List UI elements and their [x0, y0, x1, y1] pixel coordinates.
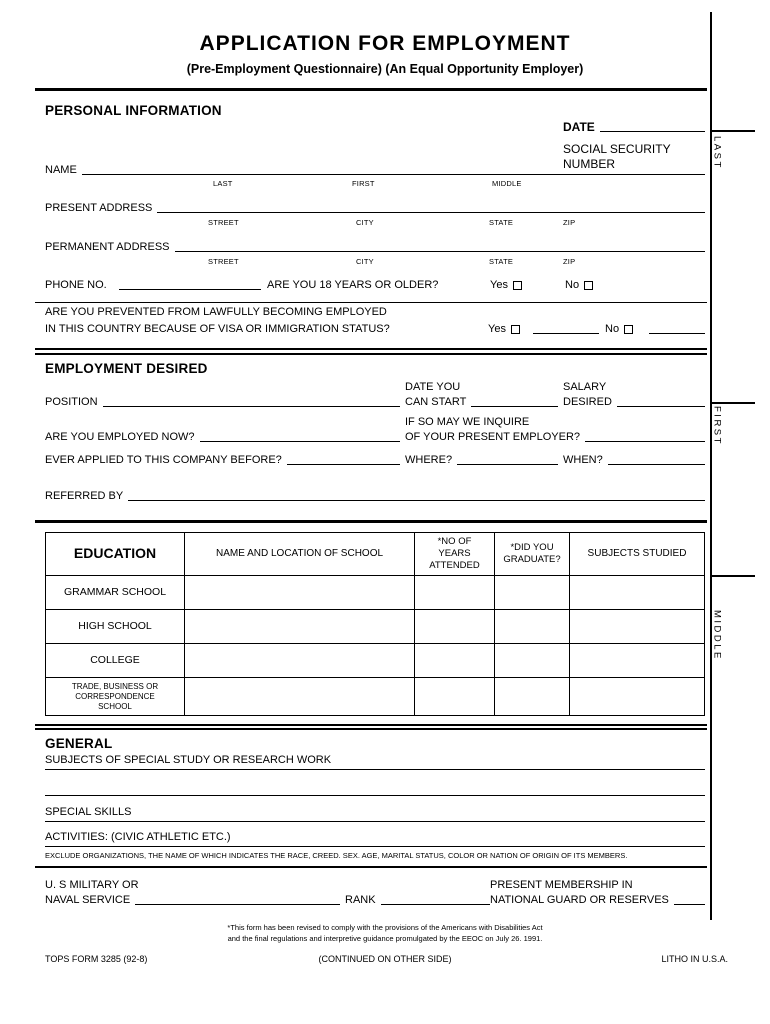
education-row-label-trade: TRADE, BUSINESS OR CORRESPONDENCE SCHOOL [46, 677, 184, 715]
education-cell-graduate[interactable] [494, 643, 569, 677]
section-heading-general: GENERAL [45, 736, 113, 751]
special-skills-label: SPECIAL SKILLS [45, 806, 132, 818]
date-start-field [405, 382, 558, 408]
education-cell-graduate[interactable] [494, 575, 569, 609]
visa-no-checkbox[interactable] [624, 325, 633, 334]
rank-label: RANK [345, 894, 376, 906]
military-row [45, 874, 705, 906]
years-attended-header: *NO OF YEARS ATTENDED [414, 533, 494, 575]
registration-tick [711, 402, 755, 404]
education-cell-graduate[interactable] [494, 677, 569, 715]
age-no-checkbox[interactable] [584, 281, 593, 290]
military-label-line1: U. S MILITARY OR [45, 879, 139, 891]
visa-question-row [45, 320, 705, 336]
date-start-label-line1: DATE YOU [405, 381, 461, 393]
education-cell-subjects[interactable] [569, 609, 704, 643]
phone-label: PHONE NO. [45, 279, 107, 291]
education-cell-years[interactable] [414, 677, 494, 715]
when-label: WHEN? [563, 454, 603, 466]
ssn-label-line2: NUMBER [563, 157, 616, 171]
guard-input-line[interactable] [674, 904, 705, 905]
phone-row [45, 276, 705, 292]
address-sublabel-city: CITY [356, 218, 374, 227]
special-study-extra-line[interactable] [45, 795, 705, 796]
address-sublabel-city: CITY [356, 257, 374, 266]
education-cell-graduate[interactable] [494, 609, 569, 643]
registration-tick [711, 575, 755, 577]
where-input-line[interactable] [457, 464, 558, 465]
education-header: EDUCATION [73, 545, 157, 562]
date-label: DATE [563, 120, 595, 134]
graduate-header: *DID YOU GRADUATE? [494, 533, 569, 575]
subjects-studied-header: SUBJECTS STUDIED [569, 533, 704, 575]
inquire-input-line[interactable] [585, 441, 705, 442]
applied-before-input-line[interactable] [287, 464, 400, 465]
applied-before-row [45, 448, 705, 466]
education-row-label-highschool: HIGH SCHOOL [46, 609, 184, 643]
special-study-field[interactable] [45, 748, 705, 770]
present-address-label: PRESENT ADDRESS [45, 202, 153, 214]
employed-now-label: ARE YOU EMPLOYED NOW? [45, 431, 195, 443]
position-label: POSITION [45, 396, 98, 408]
referred-by-input-line[interactable] [128, 500, 705, 501]
education-cell-school[interactable] [184, 609, 414, 643]
form-number: TOPS FORM 3285 (92-8) [45, 954, 148, 964]
salary-field [563, 382, 705, 408]
exclude-organizations-note: EXCLUDE ORGANIZATIONS, THE NAME OF WHICH INDICATES THE RACE, CREED. SEX. AGE, MARITAL STATUS, COLOR OR NATION OF ORIGIN OF ITS MEMBERS. [45, 851, 628, 860]
education-cell-subjects[interactable] [569, 575, 704, 609]
visa-no-input-line[interactable] [649, 333, 705, 334]
visa-question-line1: ARE YOU PREVENTED FROM LAWFULLY BECOMING EMPLOYED [45, 306, 387, 318]
present-address-field [45, 198, 705, 214]
special-skills-field[interactable] [45, 800, 705, 822]
address-sublabel-zip: ZIP [563, 218, 576, 227]
education-row-label-college: COLLEGE [46, 643, 184, 677]
education-cell-subjects[interactable] [569, 643, 704, 677]
rank-field [345, 895, 490, 906]
education-cell-years[interactable] [414, 609, 494, 643]
education-cell-school[interactable] [184, 677, 414, 715]
phone-input-line[interactable] [119, 289, 261, 290]
guard-label-line1: PRESENT MEMBERSHIP IN [490, 879, 633, 891]
position-field [45, 397, 400, 408]
section-heading-employment: EMPLOYMENT DESIRED [45, 361, 208, 376]
visa-question-line2: IN THIS COUNTRY BECAUSE OF VISA OR IMMIGRATION STATUS? [45, 323, 390, 335]
guard-label-line2: NATIONAL GUARD OR RESERVES [490, 894, 669, 906]
activities-field[interactable] [45, 826, 705, 847]
age-no-option [565, 280, 593, 291]
divider [35, 728, 707, 730]
age-yes-checkbox[interactable] [513, 281, 522, 290]
address-sublabel-zip: ZIP [563, 257, 576, 266]
salary-label-line1: SALARY [563, 381, 607, 393]
divider [35, 88, 707, 91]
military-label-line2: NAVAL SERVICE [45, 894, 131, 906]
name-sublabel-middle: MIDDLE [492, 179, 522, 188]
education-cell-subjects[interactable] [569, 677, 704, 715]
national-guard-field [490, 880, 705, 906]
education-cell-years[interactable] [414, 575, 494, 609]
visa-yes-input-line[interactable] [533, 333, 599, 334]
inquire-label-line1: IF SO MAY WE INQUIRE [405, 416, 530, 428]
date-start-label-line2: CAN START [405, 396, 467, 408]
page-title: APPLICATION FOR EMPLOYMENT [199, 32, 571, 55]
page-subtitle: (Pre-Employment Questionnaire) (An Equal Opportunity Employer) [186, 62, 584, 76]
divider [35, 724, 707, 726]
where-label: WHERE? [405, 454, 453, 466]
continued-note: (CONTINUED ON OTHER SIDE) [318, 954, 452, 964]
ada-note-line2: and the final regulations and interpretive guidance promulgated by the EEOC on July 26. 1991. [227, 934, 543, 944]
visa-yes-checkbox[interactable] [511, 325, 520, 334]
referred-by-field [45, 486, 705, 502]
position-row [45, 378, 705, 408]
registration-tick [711, 130, 755, 132]
address-sublabel-state: STATE [489, 257, 514, 266]
divider [35, 348, 707, 350]
margin-label-middle: MIDDLE [711, 610, 723, 661]
permanent-address-label: PERMANENT ADDRESS [45, 241, 170, 253]
present-address-input-line[interactable] [157, 212, 705, 213]
education-cell-years[interactable] [414, 643, 494, 677]
litho-note: LITHO IN U.S.A. [661, 954, 728, 964]
education-table [45, 532, 705, 716]
date-input-line[interactable] [600, 131, 705, 132]
no-label: No [565, 279, 580, 291]
divider [35, 302, 707, 303]
employed-now-row [45, 413, 705, 443]
name-label: NAME [45, 164, 77, 176]
name-field [45, 160, 705, 176]
date-field [563, 118, 705, 133]
ada-revision-note [0, 922, 770, 945]
activities-label: ACTIVITIES: (CIVIC ATHLETIC ETC.) [45, 831, 231, 843]
school-header: NAME AND LOCATION OF SCHOOL [184, 533, 414, 575]
divider [35, 520, 707, 523]
inquire-label-line2: OF YOUR PRESENT EMPLOYER? [405, 431, 581, 443]
visa-no-option [605, 324, 633, 335]
applied-before-field [45, 455, 400, 466]
divider [35, 353, 707, 355]
yes-label: Yes [488, 323, 506, 335]
inquire-field [405, 417, 705, 443]
name-sublabel-first: FIRST [352, 179, 375, 188]
education-cell-school[interactable] [184, 575, 414, 609]
employed-now-input-line[interactable] [200, 441, 400, 442]
ada-note-line1: *This form has been revised to comply with the provisions of the Americans with Disabilities Act [227, 923, 543, 932]
military-input-line[interactable] [135, 904, 340, 905]
when-field [563, 455, 705, 466]
permanent-address-field [45, 237, 705, 253]
education-row-label-grammar: GRAMMAR SCHOOL [46, 575, 184, 609]
address-sublabel-street: STREET [208, 257, 239, 266]
age-question-label: ARE YOU 18 YEARS OR OLDER? [267, 279, 439, 291]
no-label: No [605, 323, 620, 335]
employed-now-field [45, 432, 400, 443]
divider [35, 866, 707, 868]
age-yes-option [490, 280, 522, 291]
margin-label-last: LAST [711, 136, 723, 170]
rank-input-line[interactable] [381, 904, 490, 905]
name-input-line[interactable] [82, 174, 705, 175]
permanent-address-input-line[interactable] [175, 251, 706, 252]
applied-before-label: EVER APPLIED TO THIS COMPANY BEFORE? [45, 454, 282, 466]
when-input-line[interactable] [608, 464, 705, 465]
ssn-label-line1: SOCIAL SECURITY [563, 142, 671, 156]
referred-by-label: REFERRED BY [45, 490, 124, 502]
margin-label-first: FIRST [711, 406, 723, 446]
military-service-field [45, 880, 340, 906]
visa-yes-option [488, 324, 520, 335]
yes-label: Yes [490, 279, 508, 291]
special-study-label: SUBJECTS OF SPECIAL STUDY OR RESEARCH WORK [45, 754, 332, 766]
address-sublabel-state: STATE [489, 218, 514, 227]
salary-input-line[interactable] [617, 406, 705, 407]
education-cell-school[interactable] [184, 643, 414, 677]
date-start-input-line[interactable] [471, 406, 558, 407]
salary-label-line2: DESIRED [563, 396, 612, 408]
section-heading-personal: PERSONAL INFORMATION [45, 103, 222, 118]
address-sublabel-street: STREET [208, 218, 239, 227]
position-input-line[interactable] [103, 406, 400, 407]
name-sublabel-last: LAST [213, 179, 233, 188]
where-field [405, 455, 558, 466]
